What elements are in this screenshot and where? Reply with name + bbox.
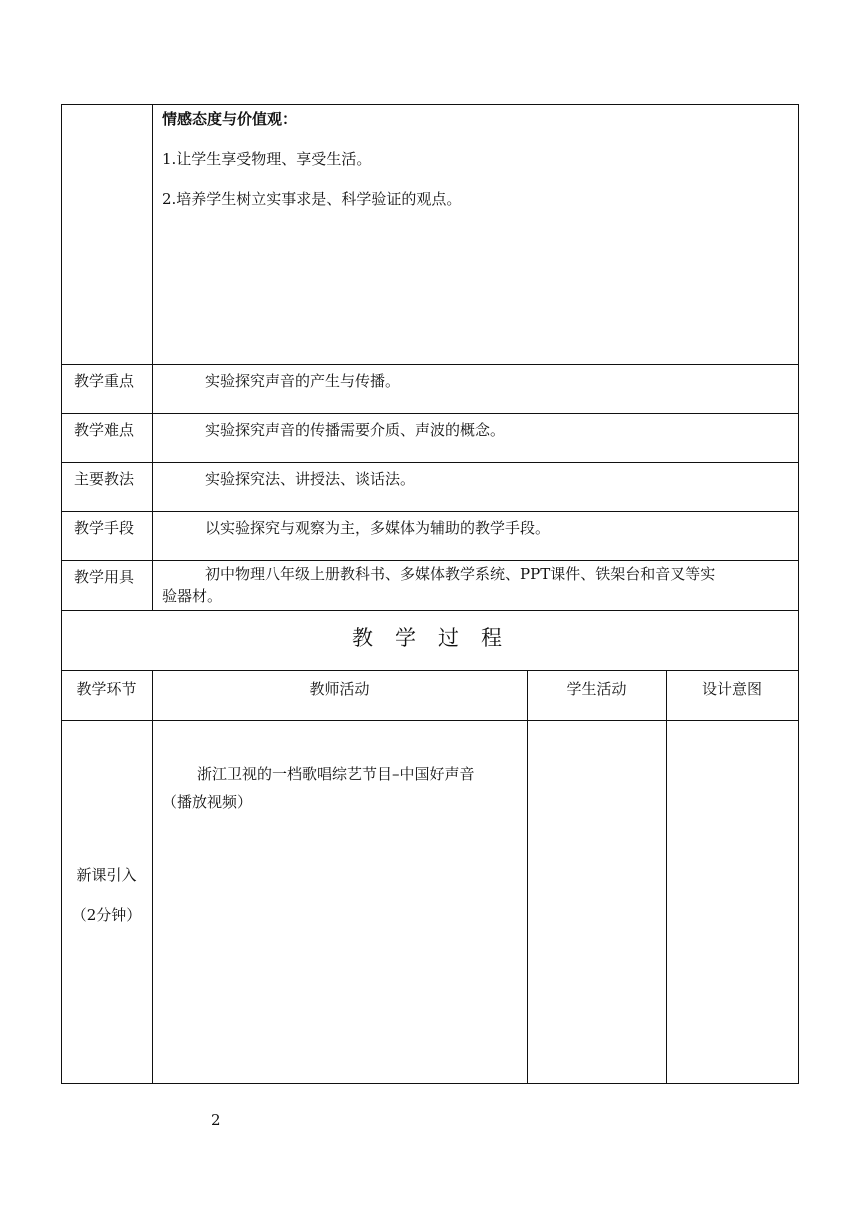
page-number: 2 <box>211 1111 221 1129</box>
row-value-tools-line1: 初中物理八年级上册教科书、多媒体教学系统、PPT课件、铁架台和音叉等实 <box>205 565 716 583</box>
row-label-tools: 教学用具 <box>74 568 135 586</box>
teacher-activity-line2: （播放视频） <box>162 793 253 811</box>
table-border-top <box>61 104 799 105</box>
stage-duration: （2分钟） <box>71 906 142 924</box>
objective-item: 1.让学生享受物理、享受生活。 <box>162 150 372 168</box>
row-divider <box>61 364 799 365</box>
row-label-means: 教学手段 <box>74 519 135 537</box>
header-student-activity: 学生活动 <box>566 680 627 698</box>
row-value-key-points: 实验探究声音的产生与传播。 <box>205 372 401 390</box>
process-title: 教学过程 <box>352 626 524 650</box>
teacher-activity-line1: 浙江卫视的一档歌唱综艺节目–中国好声音 <box>197 765 475 783</box>
row-value-means: 以实验探究与观察为主，多媒体为辅助的教学手段。 <box>205 519 551 537</box>
row-value-methods: 实验探究法、讲授法、谈话法。 <box>205 470 416 488</box>
emotional-objectives-heading: 情感态度与价值观： <box>162 110 298 128</box>
header-design-intent: 设计意图 <box>701 680 762 698</box>
table-border-bottom <box>61 1083 799 1084</box>
row-label-methods: 主要教法 <box>74 470 135 488</box>
row-divider <box>61 610 799 611</box>
process-column-divider <box>666 670 667 1084</box>
process-column-divider <box>527 670 528 1084</box>
row-value-tools-line2: 验器材。 <box>162 587 223 605</box>
table-border-left <box>61 104 62 1084</box>
header-teacher-activity: 教师活动 <box>309 680 370 698</box>
row-label-key-points: 教学重点 <box>74 372 135 390</box>
stage-name: 新课引入 <box>76 866 137 884</box>
label-column-divider <box>152 104 153 610</box>
row-label-difficulties: 教学难点 <box>74 421 135 439</box>
row-divider <box>61 511 799 512</box>
row-divider <box>61 560 799 561</box>
row-value-difficulties: 实验探究声音的传播需要介质、声波的概念。 <box>205 421 506 439</box>
row-divider <box>61 413 799 414</box>
row-divider <box>61 720 799 721</box>
header-stage: 教学环节 <box>76 680 137 698</box>
row-divider <box>61 670 799 671</box>
objective-item: 2.培养学生树立实事求是、科学验证的观点。 <box>162 190 462 208</box>
row-divider <box>61 462 799 463</box>
table-border-right <box>798 104 799 1084</box>
process-column-divider <box>152 670 153 1084</box>
